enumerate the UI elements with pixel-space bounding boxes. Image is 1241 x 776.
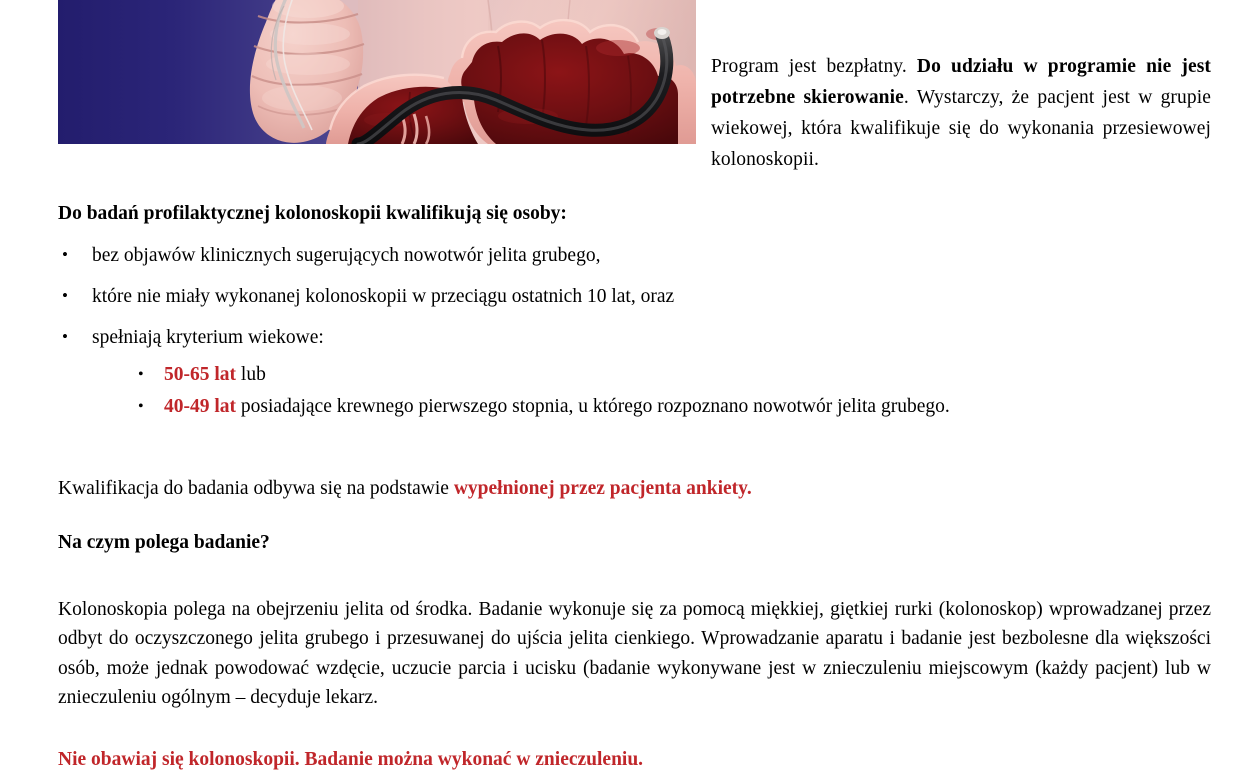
intro-rest: . Wystarczy, że pacjent jest w grupie wiekowej, która kwalifikuje się do wykonania przesiewowej kolonoskopii. [711, 86, 1211, 170]
list-item [58, 325, 1208, 423]
sub-list-item [138, 359, 1208, 391]
intro-paragraph [711, 51, 1211, 175]
colonoscopy-illustration [58, 0, 696, 144]
top-block [0, 0, 1241, 170]
sub-list-item [138, 391, 1208, 423]
list-item [58, 284, 1208, 310]
age-range-accent: 50-65 lat [164, 364, 237, 385]
intro-bold: Do udziału w programie nie jest potrzebne skierowanie [711, 55, 1212, 108]
age-range-accent: 40-49 lat [164, 396, 237, 417]
heading-qualification: Do badań profilaktycznej kolonoskopii kwalifikują się osoby: [58, 203, 567, 225]
qualification-lead: Kwalifikacja do badania odbywa się na podstawie [58, 477, 454, 499]
heading-what-is-the-exam: Na czym polega badanie? [58, 532, 270, 554]
list-item-label: spełniają kryterium wiekowe: [92, 327, 324, 348]
list-item [58, 243, 1208, 269]
age-criteria-sublist [92, 359, 1208, 423]
qualification-list [58, 243, 1208, 438]
questionnaire-accent: wypełnionej przez pacjenta ankiety. [453, 477, 752, 499]
reassurance-paragraph: Nie obawiaj się kolonoskopii. Badanie można wykonać w znieczuleniu. [58, 748, 644, 770]
sub-list-item-label: posiadające krewnego pierwszego stopnia, u którego rozpoznano nowotwór jelita grubego. [236, 396, 950, 417]
colonoscopy-description-paragraph: Kolonoskopia polega na obejrzeniu jelita od środka. Badanie wykonuje się za pomocą miękkiej, giętkiej rurki (kolonoskop) wprowadzanej przez odbyt do oczyszczonego jelita grubego i przesuwanej do ujścia jelita cienkiego. Wprowadzanie aparatu i badanie jest bezbolesne dla większości osób, może jednak powodować wzdęcie, uczucie parcia i ucisku (badanie wykonywane jest w znieczuleniu miejscowym (każdy pacjent) lub w znieczuleniu ogólnym – decyduje lekarz. [58, 598, 1211, 708]
list-item-label: bez objawów klinicznych sugerujących nowotwór jelita grubego, [92, 245, 601, 266]
sub-list-item-label: lub [236, 364, 266, 385]
qualification-paragraph [58, 475, 1208, 503]
intro-lead: Program jest bezpłatny. [711, 55, 917, 77]
list-item-label: które nie miały wykonanej kolonoskopii w przeciągu ostatnich 10 lat, oraz [92, 286, 675, 307]
